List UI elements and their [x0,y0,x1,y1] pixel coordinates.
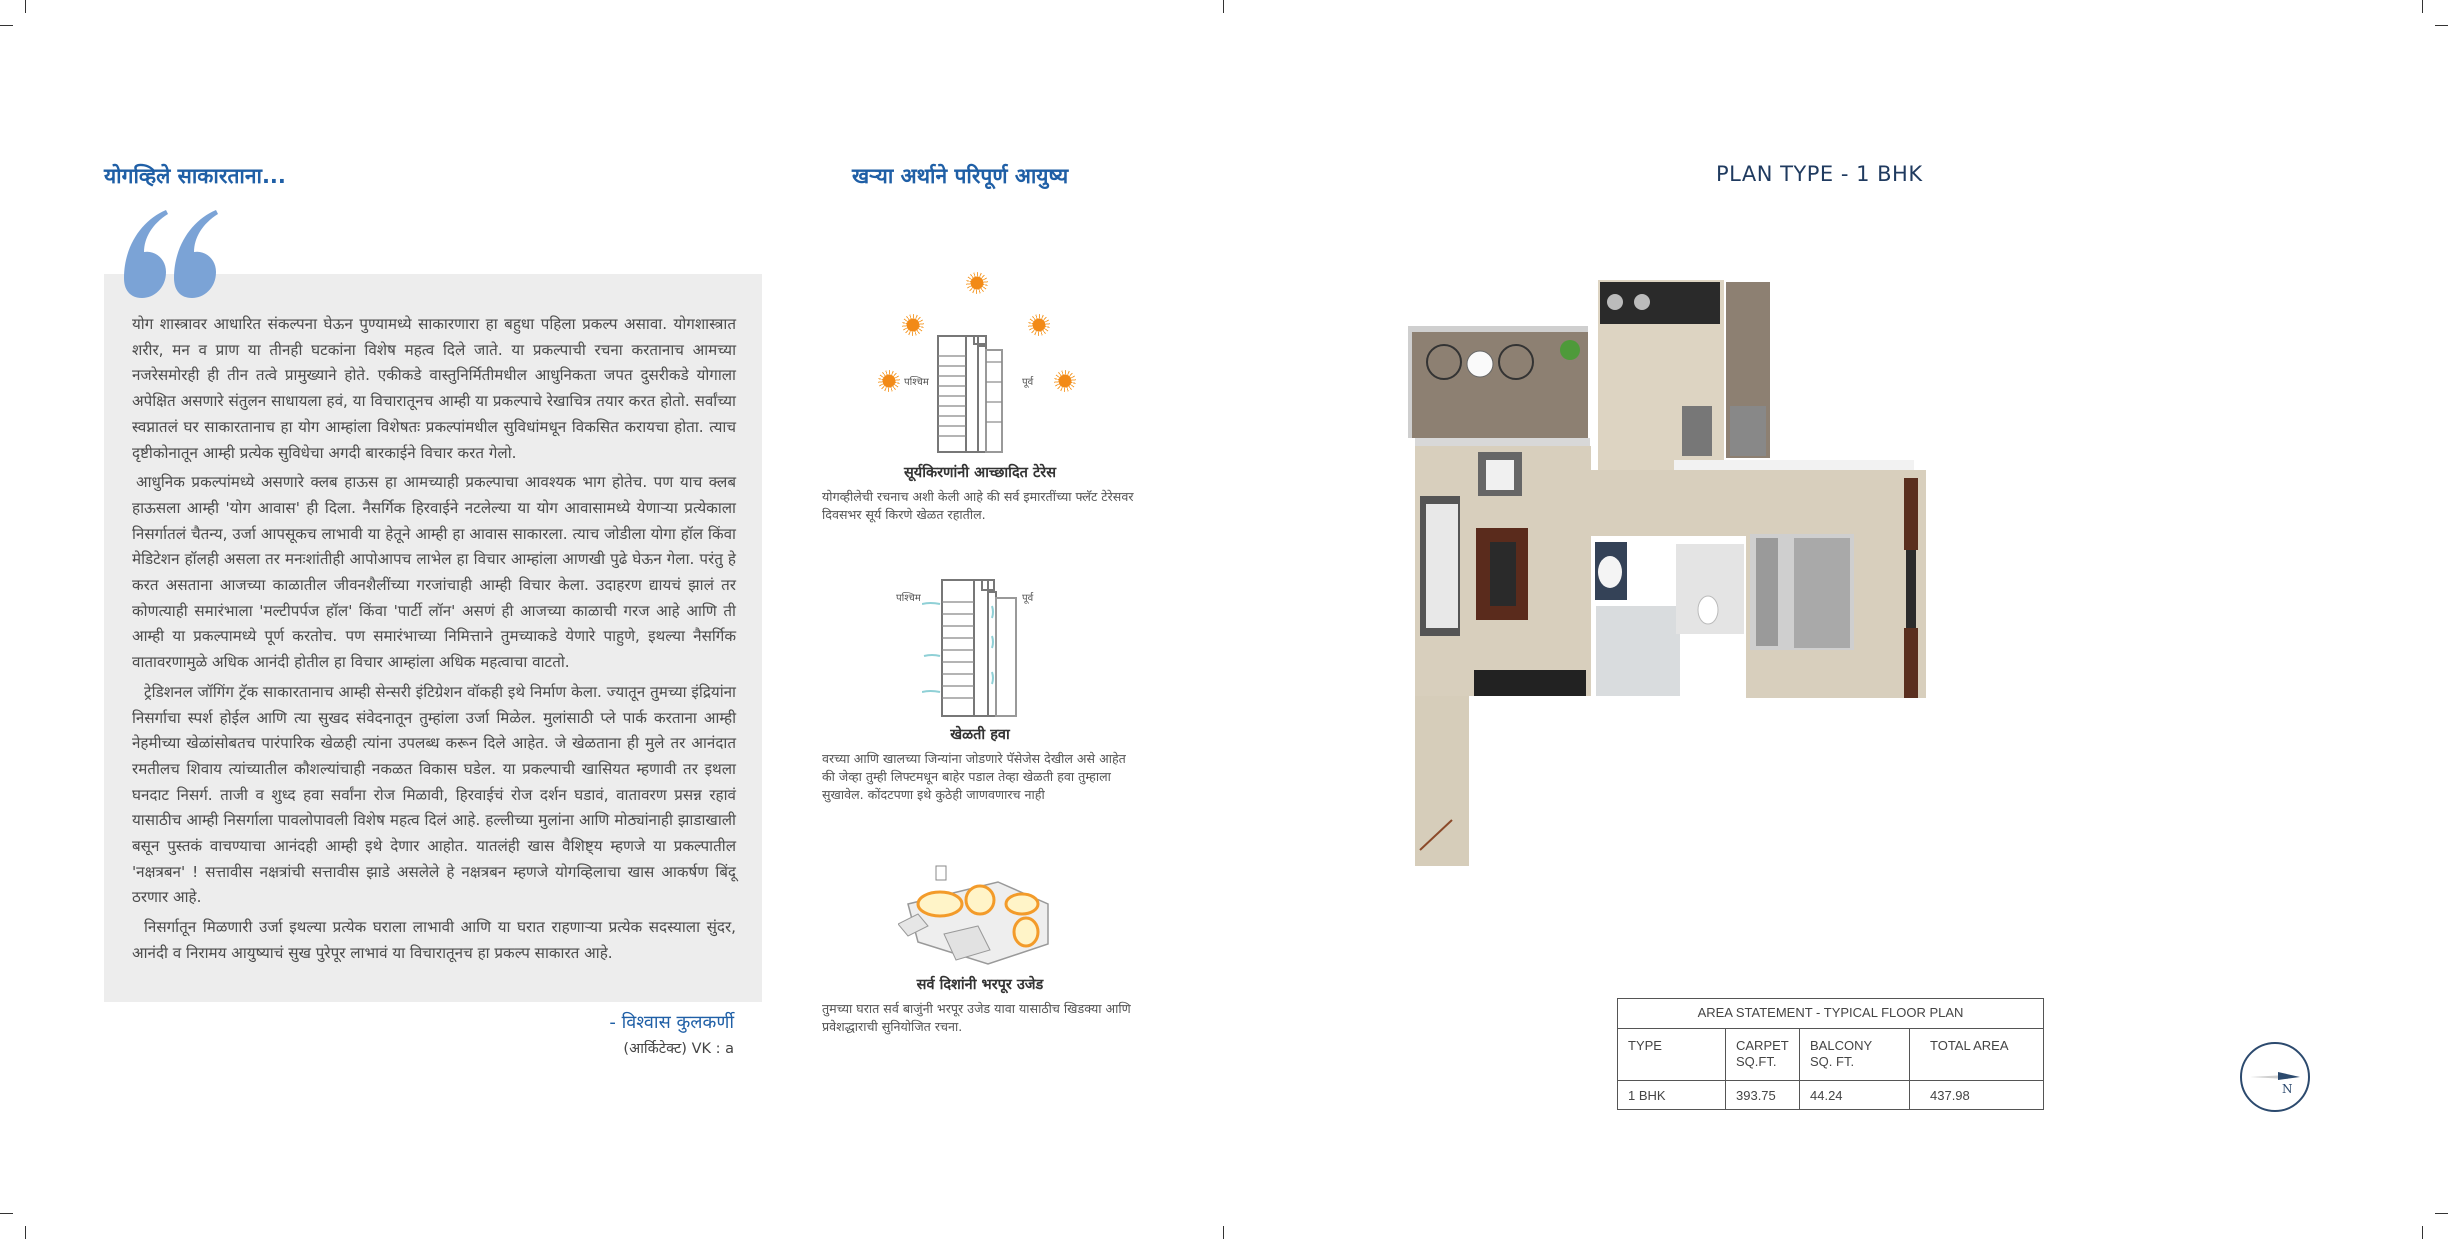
crop-mark [0,1213,13,1214]
feature-daylight [822,858,1138,1036]
north-compass-icon [2240,1042,2310,1112]
plan-type-heading: PLAN TYPE - 1 BHK [1716,162,1923,186]
cell-balcony: 44.24 [1800,1081,1910,1110]
section-heading-left: योगव्हिले साकारताना... [104,164,286,188]
wind-building-icon [822,572,1138,720]
crop-mark [2435,1213,2448,1214]
crop-mark [2422,1226,2423,1239]
author-name: - विश्वास कुलकर्णी [609,1012,734,1033]
cell-carpet: 393.75 [1726,1081,1800,1110]
author-role: (आर्किटेक्ट) VK : a [623,1041,734,1057]
column-header-total: TOTAL AREA [1910,1029,2044,1081]
column-header-balcony: BALCONY SQ. FT. [1800,1029,1910,1081]
label-east: पूर्व [1022,593,1034,604]
section-heading-middle: खऱ्या अर्थाने परिपूर्ण आयुष्य [852,164,1069,188]
crop-mark [25,0,26,13]
cell-total: 437.98 [1910,1081,2044,1110]
paragraph: योग शास्त्रावर आधारित संकल्पना घेऊन पुण्यामध्ये साकारणारा हा बहुधा पहिला प्रकल्प असावा. योगशास्त्रात शरीर, मन व प्राण या तीनही घटकांना विशेष महत्व दिले जाते. या प्रकल्पाची रचना करतानाच आमच्या नजरेसमोरही ही तीन तत्वे प्रामुख्याने होते. एकीकडे वास्तुनिर्मितीमधील आधुनिकता जपत दुसरीकडे योगाला अपेक्षित असणारे संतुलन साधायला हवं, या विचारातूनच आम्ही या प्रकल्पाचे रेखाचित्र तयार करत होतो. सर्वांच्या स्वप्नातलं घर साकारतानाच हा योग आम्हांला विशेषतः प्रकल्पांमधील सुविधांमधून विकसित करायचा होता. त्याच दृष्टीकोनातून आम्ही प्रत्येक सुविधेचा अगदी बारकाईने विचार करत गेलो. [132,315,736,462]
crop-mark [25,1226,26,1239]
area-statement-table [1617,998,2044,1110]
crop-mark [1223,1226,1224,1239]
sun-building-icon [822,266,1138,458]
crop-mark [0,25,13,26]
feature-title: सर्व दिशांनी भरपूर उजेड [916,977,1044,993]
crop-mark [2422,0,2423,13]
crop-mark [2435,25,2448,26]
feature-title: सूर्यकिरणांनी आच्छादित टेरेस [903,465,1056,481]
feature-description: योगव्हीलेची रचनाच अशी केली आहे की सर्व इमारतींच्या फ्लॅट टेरेसवर दिवसभर सूर्य किरणे खेळत रहातील. [822,489,1134,522]
label-east: पूर्व [1022,377,1034,388]
label-west: पश्चिम [896,593,921,604]
quote-open-icon [114,206,222,306]
table-caption: AREA STATEMENT - TYPICAL FLOOR PLAN [1618,999,2044,1029]
feature-title: खेळती हवा [950,727,1010,743]
feature-sunlit-terrace [822,266,1138,524]
column-header-type: TYPE [1618,1029,1726,1081]
paragraph: ट्रेडिशनल जॉगिंग ट्रॅक साकारतानाच आम्ही सेन्सरी इंटिग्रेशन वॉकही इथे निर्माण केला. ज्यातून तुमच्या इंद्रियांना निसर्गाचा स्पर्श होईल आणि त्या सुखद संवेदनातून तुम्हांला उर्जा मिळेल. मुलांसाठी प्ले पार्क करताना आम्ही नेहमीच्या खेळांसोबतच पारंपारिक खेळही त्यांना उपलब्ध करून दिले आहेत. जे खेळताना ही मुले तर आनंदात रमतीलच शिवाय त्यांच्यातील कौशल्यांचाही नकळत विकास घडेल. या प्रकल्पाची खासियत म्हणावी तर इथला घनदाट निसर्ग. ताजी व शुध्द हवा सर्वांना रोज मिळावी, हिरवाईचं रोज दर्शन घडावं, वातावरण प्रसन्न रहावं यासाठीच आम्ही निसर्गाला पावलोपावली विशेष महत्व दिलं आहे. हल्लीच्या मुलांना आणि मोठ्यांनाही झाडाखाली बसून पुस्तकं वाचण्याचा आनंदही आम्ही इथे देणार आहोत. यातलंही खास वैशिष्ट्य म्हणजे या प्रकल्पातील 'नक्षत्रबन' ! सत्तावीस नक्षत्रांची सत्तावीस झाडे असलेले हे नक्षत्रबन म्हणजे योगव्हिलाचा खास आकर्षण बिंदू ठरणार आहे. [132,682,736,907]
table-header-row [1618,1029,2044,1081]
paragraph: निसर्गातून मिळणारी उर्जा इथल्या प्रत्येक घराला लाभावी आणि या घरात राहणाऱ्या प्रत्येक सदस्याला सुंदर, आनंदी व निरामय आयुष्याचं सुख पुरेपूर लाभावं या विचारातूनच हा प्रकल्प साकारत आहे. [132,918,736,962]
crop-mark [1223,0,1224,13]
compass-label: N [2282,1082,2293,1096]
daylight-plan-icon [822,858,1138,970]
floor-plan-1bhk [1400,270,2240,910]
feature-description: वरच्या आणि खालच्या जिन्यांना जोडणारे पॅसेजेस देखील असे आहेत की जेव्हा तुम्ही लिफ्टमधून बाहेर पडाल तेव्हा खेळती हवा तुम्हाला सुखावेल. कोंदटपणा इथे कुठेही जाणवणारच नाही [822,751,1126,802]
label-west: पश्चिम [904,377,929,388]
feature-airflow [822,572,1138,804]
signature [609,1010,734,1058]
feature-description: तुमच्या घरात सर्व बाजुंनी भरपूर उजेड यावा यासाठीच खिडक्या आणि प्रवेशद्धाराची सुनियोजित रचना. [822,1001,1131,1034]
table-row [1618,1081,2044,1110]
paragraph: आधुनिक प्रकल्पांमध्ये असणारे क्लब हाऊस हा आमच्याही प्रकल्पाचा आवश्यक भाग होतेच. पण याच क्लब हाऊसला आम्ही 'योग आवास' ही दिला. नैसर्गिक हिरवाईने नटलेल्या या योग आवासामध्ये येणाऱ्या प्रत्येकाला निसर्गातलं चैतन्य, उर्जा आपसूकच लाभावी या हेतूने आम्ही हा आवास साकारला. त्याच जोडीला योगा हॉल किंवा मेडिटेशन हॉलही असला तर मनःशांतीही आपोआपच लाभेल हा विचार आम्हांला आणखी पुढे घेऊन गेला. परंतु हे करत असताना आजच्या काळातील जीवनशैलींच्या गरजांचाही आम्ही विचार केला. उदाहरण द्यायचं झालं तर कोणत्याही समारंभाला 'मल्टीपर्पज हॉल' किंवा 'पार्टी लॉन' असणं ही आजच्या काळाची गरज आहे आणि ती आम्ही या प्रकल्पामध्ये पूर्ण करतोच. पण समारंभाच्या निमित्ताने तुमच्याकडे येणारे पाहुणे, इथल्या नैसर्गिक वातावरणामुळे अधिक आनंदी होतील हा विचार आम्हांला अधिक महत्वाचा वाटतो. [132,473,736,672]
quote-body [132,312,736,971]
column-header-carpet: CARPET SQ.FT. [1726,1029,1800,1081]
cell-type: 1 BHK [1618,1081,1726,1110]
